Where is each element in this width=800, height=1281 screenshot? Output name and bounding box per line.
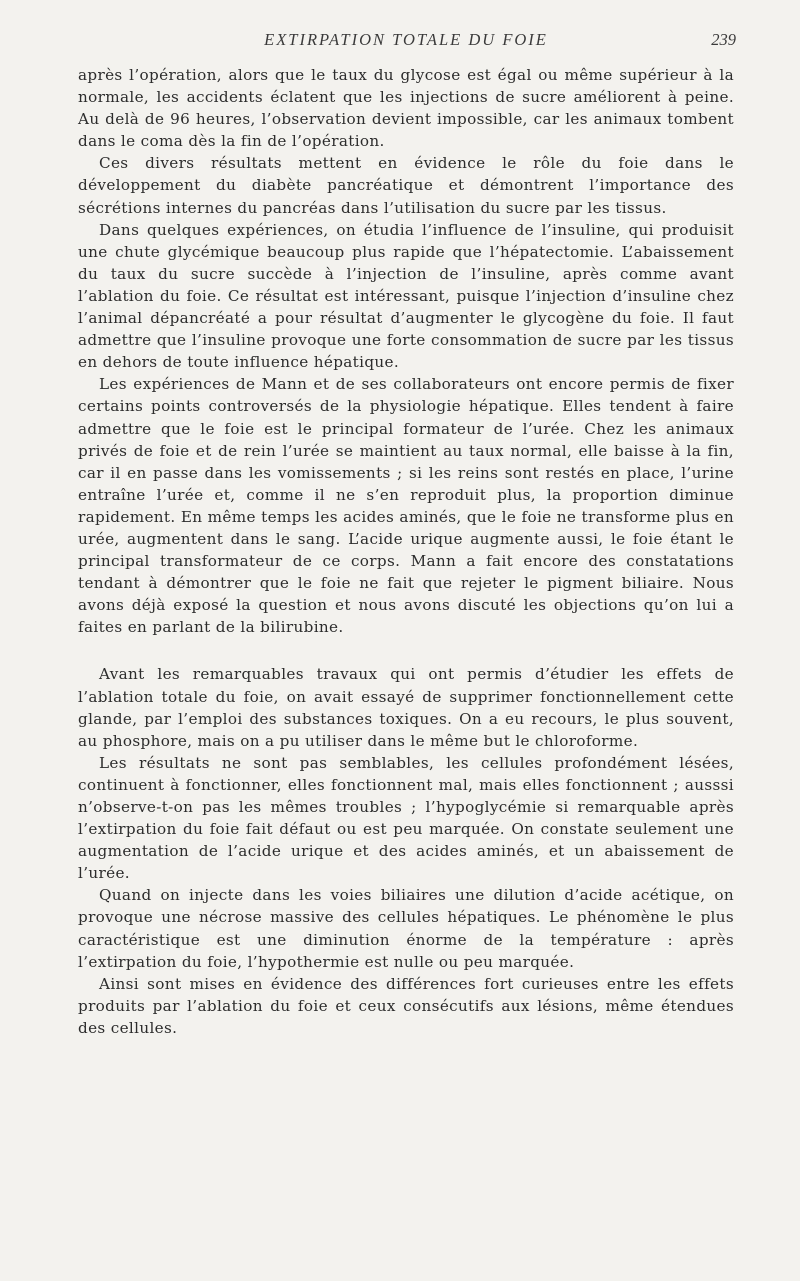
body-text: [78, 64, 734, 1039]
paragraph-acetic-acid: Quand on injecte dans les voies biliaires une dilution d’acide acétique, on provoque une nécrose massive des cellules hépatiques. Le phénomène le plus caractéristique est une diminution énorme de la température : après l’extirpation du foie, l’hypothermie est nulle ou peu marquée.: [78, 886, 734, 971]
page-number: 239: [711, 30, 736, 49]
paragraph-continued: après l’opération, alors que le taux du glycose est égal ou même supérieur à la normale, les accidents éclatent que les injections de sucre améliorent à peine. Au delà de 96 heures, l’observation devient impossible, car les animaux tombent dans le coma dès la fin de l’opération.: [78, 66, 734, 151]
paragraph-diabetes-results: Ces divers résultats mettent en évidence le rôle du foie dans le développement du diabète pancréatique et démontrent l’importance des sécrétions internes du pancréas dans l’utilisation du sucre par les tissus.: [78, 154, 734, 217]
paragraph-results-differ: Les résultats ne sont pas semblables, les cellules profondément lésées, continuent à fonctionner, elles fonctionnent mal, mais elles fonctionnent ; ausssi n’observe-t-on pas les mêmes troubles ; l’hypoglycémie si remarquable après l’extirpation du foie fait défaut ou est peu marquée. On constate seulement une augmentation de l’acide urique et des acides aminés, et un abaissement de l’urée.: [78, 753, 734, 883]
page-header: [78, 20, 734, 64]
paragraph-insulin: Dans quelques expériences, on étudia l’influence de l’insuline, qui produisit une chute glycémique beaucoup plus rapide que l’hépatectomie. L’abaissement du taux du sucre succède à l’injection de l’insuline, après comme avant l’ablation du foie. Ce résultat est intéressant, puisque l’injection d’insuline chez l’animal dépancréaté a pour résultat d’augmenter le glycogène du foie. Il faut admettre que l’insuline provoque une forte consommation de sucre par les tissus en dehors de toute influence hépatique.: [78, 220, 734, 372]
paragraph-toxic-substances: Avant les remarquables travaux qui ont permis d’étudier les effets de l’ablation totale du foie, on avait essayé de supprimer fonctionnellement cette glande, par l’emploi des substances toxiques. On a eu recours, le plus souvent, au phosphore, mais on a pu utiliser dans le même but le chloroforme.: [78, 665, 734, 750]
paragraph-conclusion: Ainsi sont mises en évidence des différences fort curieuses entre les effets produits par l’ablation du foie et ceux consécutifs aux lésions, même étendues des cellules.: [78, 974, 734, 1037]
running-title: EXTIRPATION TOTALE DU FOIE: [264, 30, 548, 49]
paragraph-mann-experiments: Les expériences de Mann et de ses collaborateurs ont encore permis de fixer certains points controversés de la physiologie hépatique. Elles tendent à faire admettre que le foie est le principal formateur de l’urée. Chez les animaux privés de foie et de rein l’urée se maintient au taux normal, elle baisse à la fin, car il en passe dans les vomissements ; si les reins sont restés en place, l’urine entraîne l’urée et, comme il ne s’en reproduit plus, la proportion diminue rapidement. En même temps les acides aminés, que le foie ne transforme plus en urée, augmentent dans le sang. L’acide urique augmente aussi, le foie étant le principal transformateur de ce corps. Mann a fait encore des constatations tendant à démontrer que le foie ne fait que rejeter le pigment biliaire. Nous avons déjà exposé la question et nous avons discuté les objections qu’on lui a faites en parlant de la bilirubine.: [78, 375, 734, 637]
book-page: [78, 20, 734, 1039]
section-break: [78, 638, 734, 663]
